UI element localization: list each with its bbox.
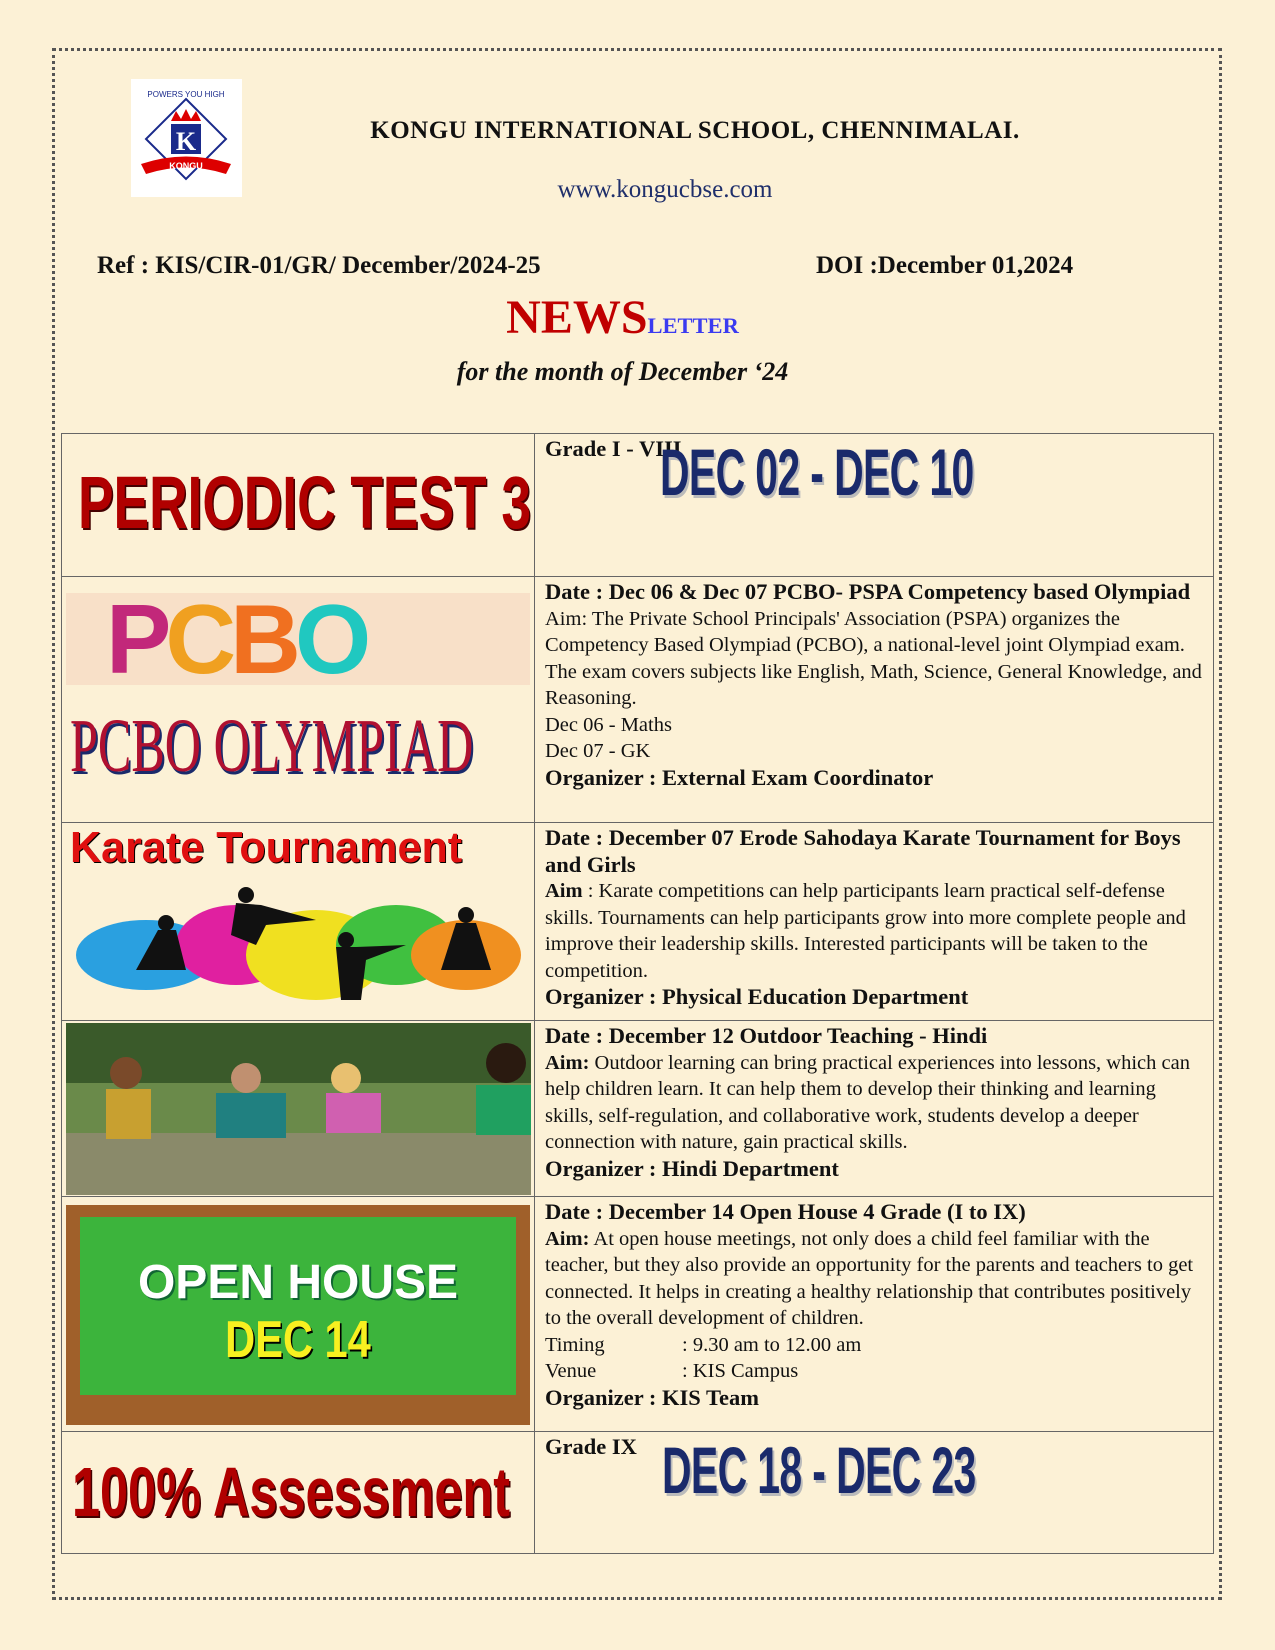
svg-text:KONGU: KONGU <box>169 161 203 171</box>
event-heading: Date : December 07 Erode Sahodaya Karate Tournament for Boys and Girls <box>545 825 1181 877</box>
event-heading: Date : December 12 Outdoor Teaching - Hindi <box>545 1023 988 1048</box>
date-range: DEC 18 - DEC 23 <box>662 1432 976 1507</box>
outdoor-teaching-photo <box>66 1023 531 1195</box>
table-row <box>62 577 1214 823</box>
venue-line: Venue : KIS Campus <box>545 1360 799 1382</box>
event-heading: Date : Dec 06 & Dec 07 PCBO- PSPA Competency based Olympiad <box>545 579 1191 604</box>
pcbo-olympiad-banner: PCBO OLYMPIAD <box>70 704 474 788</box>
grade-label: Grade I - VIII <box>545 436 682 461</box>
reference-number: Ref : KIS/CIR-01/GR/ December/2024-25 <box>97 252 541 279</box>
assessment-banner: 100% Assessment <box>72 1453 511 1531</box>
newsletter-title: NEWSLETTER <box>506 291 739 344</box>
event-aim: Aim: Outdoor learning can bring practical experiences into lessons, which can help children learn. It can help them to develop their thinking and learning skills, self-regulation, and collaborative work, students develop a deeper connection with nature, gain practical skills. <box>545 1051 1190 1153</box>
schedule-line: Dec 06 - Maths <box>545 713 672 736</box>
schedule-line: Dec 07 - GK <box>545 740 651 762</box>
school-logo <box>131 79 242 197</box>
event-heading: Date : December 14 Open House 4 Grade (I to IX) <box>545 1199 1026 1224</box>
table-row <box>62 823 1214 1021</box>
open-house-chalkboard <box>66 1205 530 1425</box>
karate-banner: Karate Tournament <box>70 823 463 872</box>
table-row <box>62 434 1214 577</box>
svg-text:K: K <box>175 127 197 156</box>
timing-line: Timing : 9.30 am to 12.00 am <box>545 1333 862 1356</box>
grade-label: Grade IX <box>545 1434 637 1459</box>
date-of-issue: DOI :December 01,2024 <box>816 252 1074 279</box>
board-date: DEC 14 <box>225 1311 371 1369</box>
table-row <box>62 1021 1214 1197</box>
table-row <box>62 1197 1214 1432</box>
events-table <box>61 433 1214 1554</box>
periodic-test-banner: PERIODIC TEST 3 <box>78 461 531 544</box>
website-link[interactable]: www.kongucbse.com <box>557 176 773 203</box>
event-organizer: Organizer : Hindi Department <box>545 1155 839 1181</box>
svg-text:POWERS YOU HIGH: POWERS YOU HIGH <box>147 90 225 99</box>
date-range: DEC 02 - DEC 10 <box>660 434 974 509</box>
event-organizer: Organizer : External Exam Coordinator <box>545 764 934 790</box>
event-organizer: Organizer : Physical Education Department <box>545 984 969 1009</box>
school-name: KONGU INTERNATIONAL SCHOOL, CHENNIMALAI. <box>370 117 1020 144</box>
board-text: OPEN HOUSE <box>137 1256 459 1309</box>
event-aim: Aim : Karate competitions can help participants learn practical self-defense skills. Tournaments can help participants grow into more complete people and improve their leadership skills. Interested participants will be taken to the competition. <box>545 880 1186 982</box>
event-aim: Aim: At open house meetings, not only does a child feel familiar with the teacher, but they also provide an opportunity for the parents and teachers to get connected. It helps in creating a healthy relationship that contributes positively to the overall development of children. <box>545 1227 1194 1329</box>
event-organizer: Organizer : KIS Team <box>545 1384 759 1410</box>
newsletter-subtitle: for the month of December ‘24 <box>456 357 789 386</box>
karate-illustration <box>66 875 531 1015</box>
table-row <box>62 1432 1214 1554</box>
pcbo-logo: PCBO <box>66 593 530 685</box>
event-aim: Aim: The Private School Principals' Association (PSPA) organizes the Competency Based Olympiad (PCBO), a national-level joint Olympiad exam. The exam covers subjects like English, Math, Science, General Knowledge, and Reasoning. <box>545 607 1202 709</box>
